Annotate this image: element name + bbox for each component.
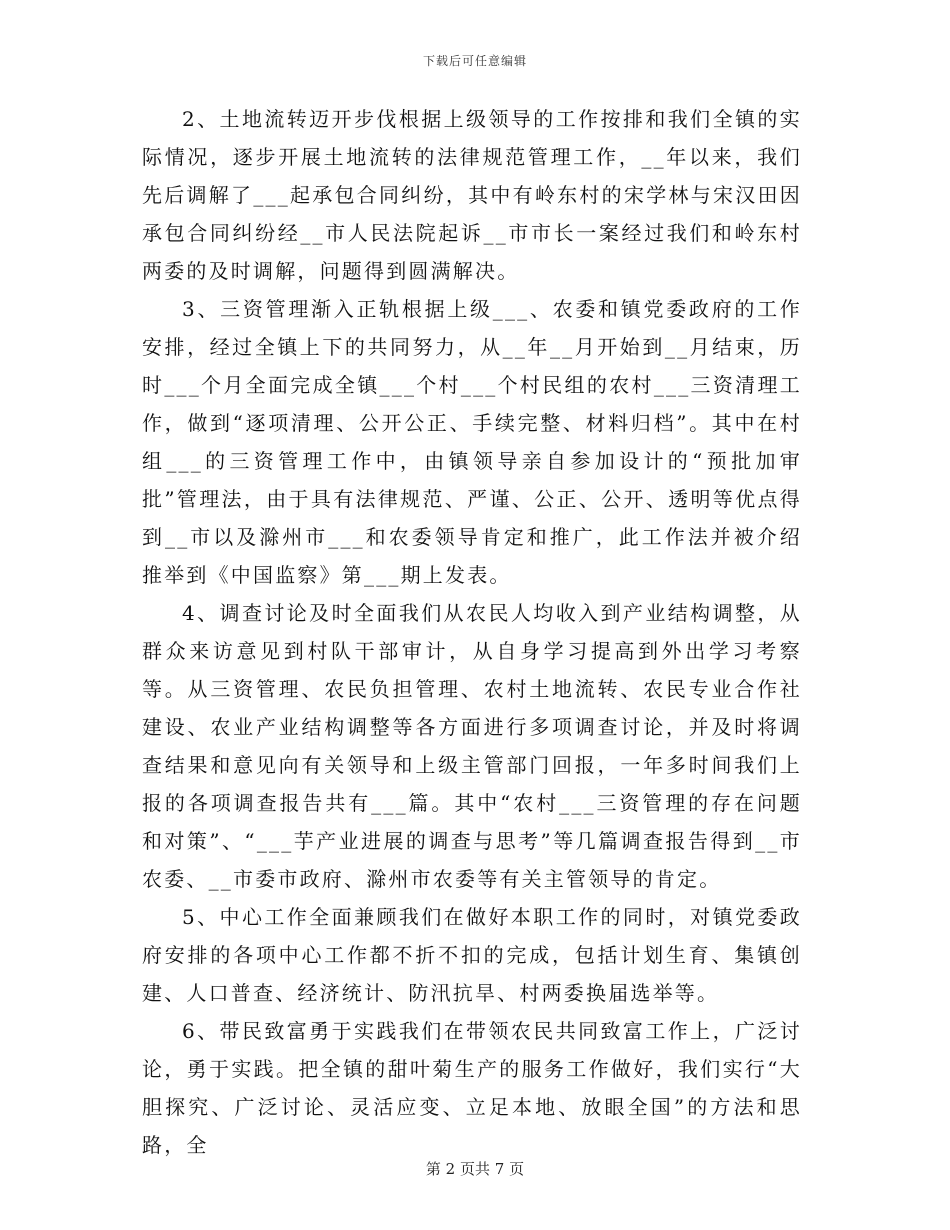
document-body — [142, 100, 802, 1164]
page-number: 第 2 页共 7 页 — [425, 1160, 525, 1178]
paragraph-investigation: 4、调查讨论及时全面我们从农民人均收入到产业结构调整，从群众来访意见到村队干部审计，从自身学习提高到外出学习考察等。从三资管理、农民负担管理、农村土地流转、农民专业合作社建设、农业产业结构调整等各方面进行多项调查讨论，并及时将调查结果和意见向有关领导和上级主管部门回报，一年多时间我们上报的各项调查报告共有___篇。其中“农村___三资管理的存在问题和对策”、“___芋产业进展的调查与思考”等几篇调查报告得到__市农委、__市委市政府、滁州市农委等有关主管领导的肯定。 — [142, 601, 802, 891]
paragraph-central-work: 5、中心工作全面兼顾我们在做好本职工作的同时，对镇党委政府安排的各项中心工作都不折不扣的完成，包括计划生育、集镇创建、人口普查、经济统计、防汛抗旱、村两委换届选举等。 — [142, 905, 802, 1005]
paragraph-land-transfer: 2、土地流转迈开步伐根据上级领导的工作按排和我们全镇的实际情况，逐步开展土地流转的法律规范管理工作，__年以来，我们先后调解了___起承包合同纠纷，其中有岭东村的宋学林与宋汉田因承包合同纠纷经__市人民法院起诉__市市长一案经过我们和岭东村两委的及时调解，问题得到圆满解决。 — [142, 107, 802, 283]
paragraph-lead-prosperity: 6、带民致富勇于实践我们在带领农民共同致富工作上，广泛讨论，勇于实践。把全镇的甜叶菊生产的服务工作做好，我们实行“大胆探究、广泛讨论、灵活应变、立足本地、放眼全国”的方法和思路，全 — [142, 1019, 802, 1157]
page-header: 下载后可任意编辑 — [422, 54, 527, 68]
paragraph-three-assets: 3、三资管理渐入正轨根据上级___、农委和镇党委政府的工作安排，经过全镇上下的共同努力，从__年__月开始到__月结束，历时___个月全面完成全镇___个村___个村民组的农村___三资清理工作，做到“逐项清理、公开公正、手续完整、材料归档”。其中在村组___的三资管理工作中，由镇领导亲自参加设计的“预批加审批”管理法，由于具有法律规范、严谨、公正、公开、透明等优点得到__市以及滁州市___和农委领导肯定和推广，此工作法并被介绍推举到《中国监察》第___期上发表。 — [142, 297, 802, 587]
